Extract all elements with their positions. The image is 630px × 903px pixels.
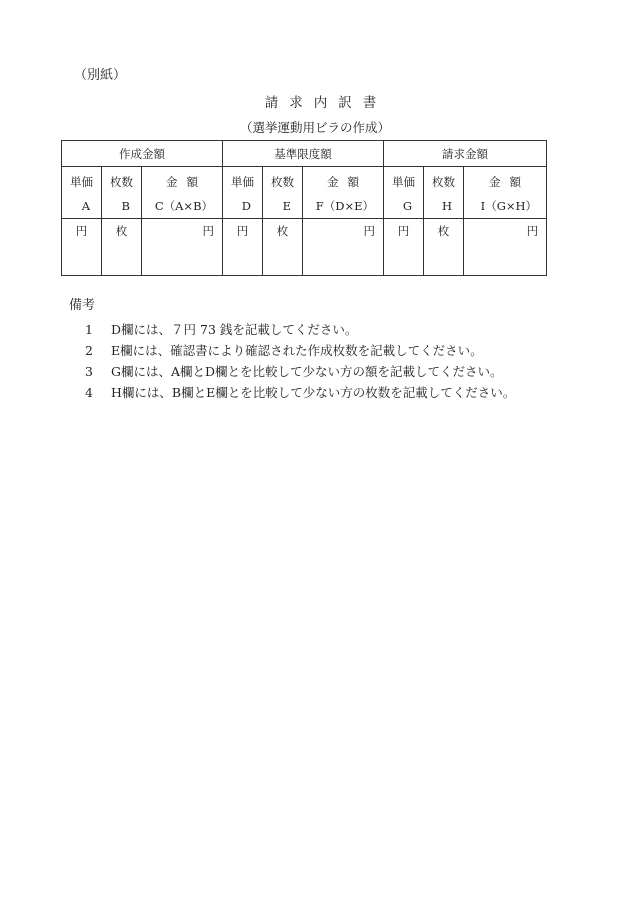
value-cell bbox=[424, 219, 464, 276]
remark-number: 4 bbox=[85, 385, 93, 400]
column-label: 枚数 bbox=[432, 175, 456, 189]
remark-text: E欄には、確認書により確認された作成枚数を記載してください。 bbox=[111, 343, 483, 358]
column-label: 枚数 bbox=[271, 175, 295, 189]
value-cell bbox=[303, 219, 384, 276]
column-label: 単価 bbox=[392, 175, 416, 189]
value-cell bbox=[223, 219, 263, 276]
column-letter: C（A×B） bbox=[154, 199, 214, 213]
remarks-title: 備考 bbox=[69, 298, 96, 313]
column-header bbox=[142, 167, 223, 219]
column-label: 金額 bbox=[166, 175, 208, 189]
remark-item bbox=[85, 382, 515, 403]
column-header bbox=[303, 167, 384, 219]
value-cell bbox=[464, 219, 547, 276]
column-label: 単価 bbox=[70, 175, 93, 189]
column-label: 枚数 bbox=[110, 175, 133, 189]
unit-label: 枚 bbox=[437, 224, 450, 238]
group-header: 請求金額 bbox=[384, 141, 547, 167]
remark-item bbox=[85, 319, 515, 340]
column-header bbox=[424, 167, 464, 219]
group-header-row bbox=[62, 141, 547, 167]
column-header bbox=[384, 167, 424, 219]
value-row bbox=[62, 219, 547, 276]
document-title: 請求内訳書 bbox=[264, 95, 388, 111]
remark-number: 1 bbox=[85, 322, 93, 337]
column-letter: E bbox=[282, 199, 292, 213]
unit-label: 円 bbox=[363, 224, 376, 238]
remark-text: G欄には、A欄とD欄とを比較して少ない方の額を記載してください。 bbox=[111, 364, 503, 379]
column-letter: G bbox=[402, 199, 413, 213]
column-letter: B bbox=[121, 199, 130, 213]
remark-item bbox=[85, 340, 515, 361]
value-cell bbox=[62, 219, 102, 276]
column-label: 単価 bbox=[231, 175, 255, 189]
column-letter: F（D×E） bbox=[315, 199, 375, 213]
column-label: 金額 bbox=[327, 175, 369, 189]
unit-label: 円 bbox=[236, 224, 249, 238]
column-header bbox=[223, 167, 263, 219]
remark-number: 2 bbox=[85, 343, 93, 358]
column-letter: H bbox=[442, 199, 453, 213]
remark-text: H欄には、B欄とE欄とを比較して少ない方の枚数を記載してください。 bbox=[111, 385, 516, 400]
value-cell bbox=[102, 219, 142, 276]
document-subtitle: （選挙運動用ビラの作成） bbox=[239, 120, 390, 135]
unit-label: 枚 bbox=[276, 224, 289, 238]
remark-item bbox=[85, 361, 515, 382]
column-letter: D bbox=[241, 199, 252, 213]
breakdown-table bbox=[61, 140, 547, 276]
column-letter: A bbox=[81, 199, 90, 213]
remark-number: 3 bbox=[85, 364, 93, 379]
remarks-list bbox=[85, 319, 515, 403]
value-cell bbox=[384, 219, 424, 276]
value-cell bbox=[142, 219, 223, 276]
column-header bbox=[102, 167, 142, 219]
group-header: 基準限度額 bbox=[223, 141, 384, 167]
column-label: 金額 bbox=[489, 175, 531, 189]
attachment-label: （別紙） bbox=[74, 68, 127, 83]
unit-label: 円 bbox=[526, 224, 539, 238]
column-header bbox=[62, 167, 102, 219]
value-cell bbox=[263, 219, 303, 276]
group-header: 作成金額 bbox=[62, 141, 223, 167]
column-header bbox=[263, 167, 303, 219]
unit-label: 円 bbox=[202, 224, 215, 238]
unit-label: 枚 bbox=[115, 224, 128, 238]
column-header bbox=[464, 167, 547, 219]
remark-text: D欄には、７円 73 銭を記載してください。 bbox=[111, 322, 358, 337]
column-letter: I（G×H） bbox=[480, 199, 538, 213]
column-header-row bbox=[62, 167, 547, 219]
unit-label: 円 bbox=[75, 224, 88, 238]
unit-label: 円 bbox=[397, 224, 410, 238]
